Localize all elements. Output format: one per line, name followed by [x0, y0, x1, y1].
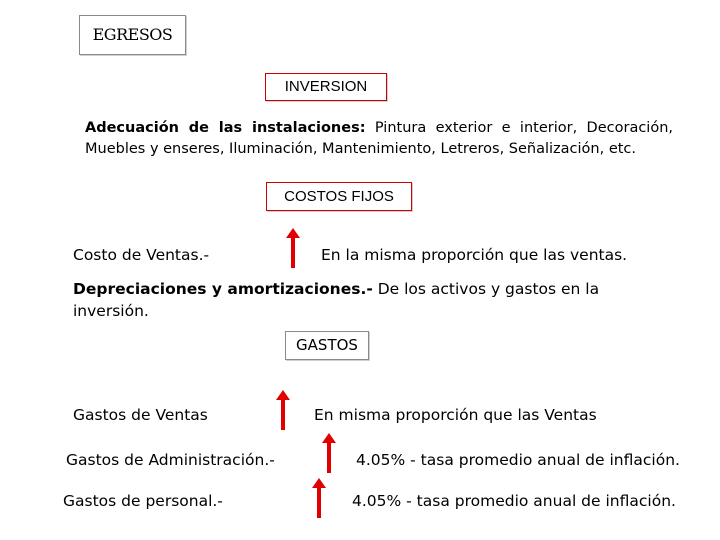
depreciacion-label: Depreciaciones y amortizaciones.- [73, 280, 373, 298]
gastos-ventas-note: En misma proporción que las Ventas [314, 406, 597, 424]
gastos-administracion-label: Gastos de Administración.- [66, 451, 275, 469]
up-arrow-icon [286, 228, 300, 268]
gastos-personal-note: 4.05% - tasa promedio anual de inflación. [352, 492, 676, 510]
up-arrow-icon [276, 390, 290, 430]
inversion-item-label: Adecuación de las instalaciones: [85, 120, 366, 136]
costo-ventas-note: En la misma proporción que las ventas. [321, 246, 628, 264]
inversion-item-text: Pintura exterior e interior, Decoración, Muebles y enseres, Iluminación, Mantenimiento, Letreros, Señalización, etc. [85, 120, 673, 157]
depreciacion-text: De los activos y gastos en la inversión. [73, 280, 600, 320]
gastos-personal-label: Gastos de personal.- [63, 492, 223, 510]
gastos-ventas-label: Gastos de Ventas [73, 406, 208, 424]
depreciacion-paragraph [73, 278, 633, 322]
up-arrow-icon [312, 478, 326, 518]
costo-ventas-label: Costo de Ventas.- [73, 246, 210, 264]
costos-fijos-heading: COSTOS FIJOS [266, 182, 412, 211]
inversion-heading: INVERSION [265, 73, 387, 101]
inversion-paragraph [85, 118, 673, 160]
egresos-title: EGRESOS [79, 15, 186, 55]
up-arrow-icon [322, 433, 336, 473]
gastos-heading: GASTOS [285, 331, 369, 360]
gastos-administracion-note: 4.05% - tasa promedio anual de inflación. [356, 451, 680, 469]
